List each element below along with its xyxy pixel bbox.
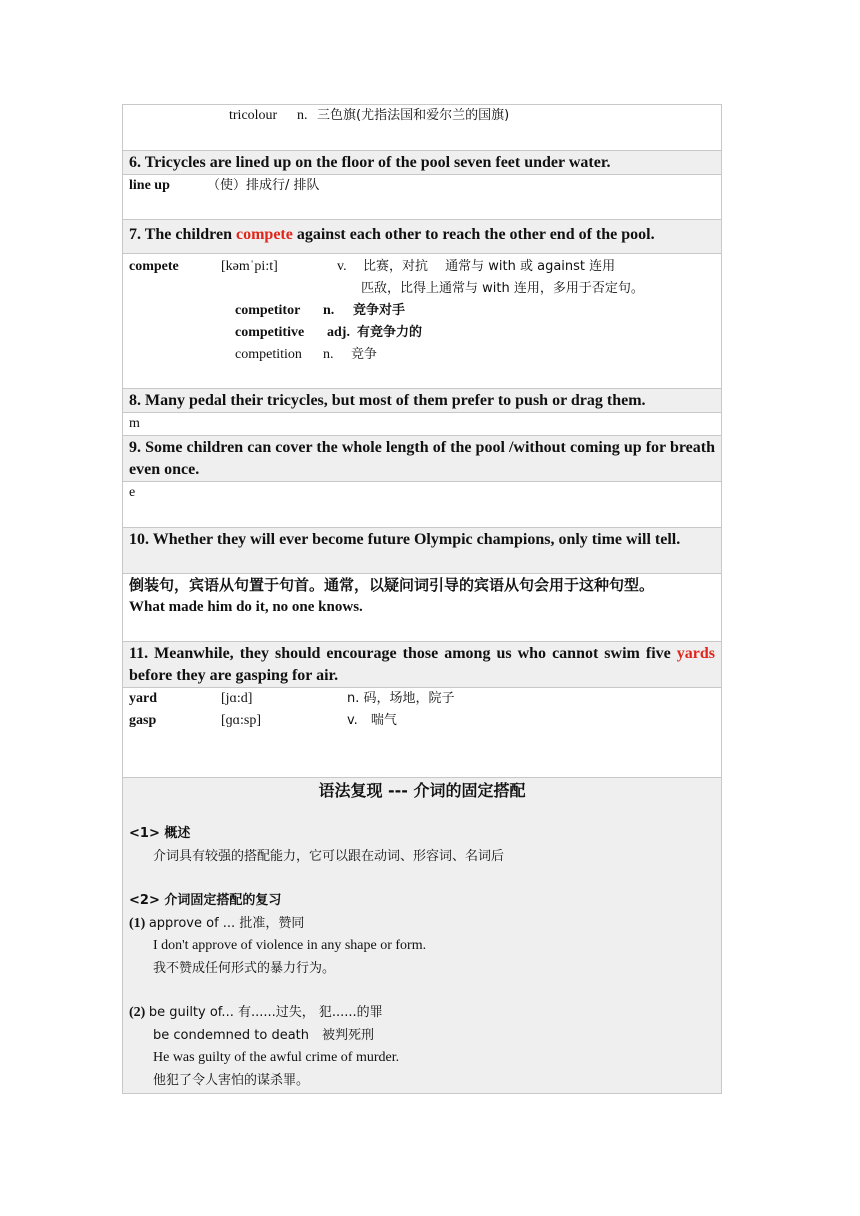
word-gasp: gasp [129, 713, 157, 728]
sentence-7: 7. The children compete against each other to reach the other end of the pool. [122, 219, 722, 253]
note-11 [122, 687, 722, 777]
grammar-item-2-example: He was guilty of the awful crime of murder. [153, 1050, 400, 1065]
phonetic-compete: [kəmˈpi:t] [221, 259, 278, 274]
vocab-table [122, 104, 722, 1094]
word-tricolour: tricolour [229, 108, 278, 123]
highlight-yards: yards [676, 645, 715, 662]
meaning-yard: n. 码，场地，院子 [347, 691, 455, 706]
word-competition: competition [235, 347, 302, 362]
grammar-item-1-example: I don't approve of violence in any shape or form. [153, 938, 427, 953]
word-yard: yard [129, 691, 157, 706]
note-10-line1: 倒装句，宾语从句置于句首。通常，以疑问词引导的宾语从句会用于这种句型。 [129, 576, 655, 594]
grammar-sec2-heading: <2> 介词固定搭配的复习 [129, 893, 282, 908]
grammar-sec1-heading: <1> 概述 [129, 826, 191, 841]
sentence-10: 10. Whether they will ever become future Olympic champions, only time will tell. [122, 527, 722, 573]
word-competitive: competitive [235, 325, 305, 340]
grammar-item-1-translation: 我不赞成任何形式的暴力行为。 [153, 960, 336, 976]
grammar-item-1: (1) approve of ... 批准，赞同 [129, 915, 305, 931]
meaning-line-up: （使）排成行/ 排队 [207, 178, 320, 193]
note-9: e [122, 481, 722, 527]
note-6 [122, 174, 722, 219]
word-competitor: competitor [235, 303, 301, 318]
meaning2-compete: 匹敌，比得上通常与 with 连用，多用于否定句。 [361, 281, 644, 296]
grammar-item-2-line: be condemned to death 被判死刑 [153, 1027, 374, 1043]
note-10 [122, 573, 722, 641]
sentence-8: 8. Many pedal their tricycles, but most of them prefer to push or drag them. [122, 388, 722, 412]
tricolour-row [122, 104, 722, 150]
highlight-compete: compete [235, 226, 293, 243]
grammar-title: 语法复现 --- 介词的固定搭配 [318, 781, 526, 800]
note-10-line2: What made him do it, no one knows. [129, 599, 363, 615]
meaning-gasp: v. 喘气 [347, 713, 397, 728]
sentence-9: 9. Some children can cover the whole length of the pool /without coming up for breath even once. [122, 435, 722, 481]
phonetic-yard: [jɑ:d] [221, 691, 253, 706]
grammar-item-2-translation: 他犯了令人害怕的谋杀罪。 [153, 1072, 310, 1088]
note-8: m [122, 412, 722, 435]
grammar-section [122, 777, 722, 1094]
pos-tricolour: n. [297, 108, 308, 123]
meaning1-compete: 比赛，对抗 通常与 with 或 against 连用 [363, 259, 616, 274]
grammar-item-2: (2) be guilty of... 有......过失， 犯......的罪 [129, 1005, 383, 1020]
sentence-6: 6. Tricycles are lined up on the floor of the pool seven feet under water. [122, 150, 722, 174]
pos-compete: v. [337, 259, 347, 274]
phonetic-gasp: [ɡɑ:sp] [221, 713, 261, 728]
word-line-up: line up [129, 178, 170, 193]
grammar-sec1-text: 介词具有较强的搭配能力，它可以跟在动词、形容词、名词后 [153, 848, 505, 864]
note-7: compete [kəmˈpi:t] v. 比赛，对抗 通常与 with 或 against 连用 匹敌，比得上通常与 with 连用，多用于否定句。 competitor n. 竞争对手 competitive adj. 有竞争力的 competition n. 竞争 [122, 253, 722, 388]
sentence-11: 11. Meanwhile, they should encourage those among us who cannot swim five yards before they are gasping for air. [122, 641, 722, 687]
word-compete: compete [129, 259, 179, 274]
meaning-tricolour: 三色旗(尤指法国和爱尔兰的国旗) [317, 108, 510, 123]
